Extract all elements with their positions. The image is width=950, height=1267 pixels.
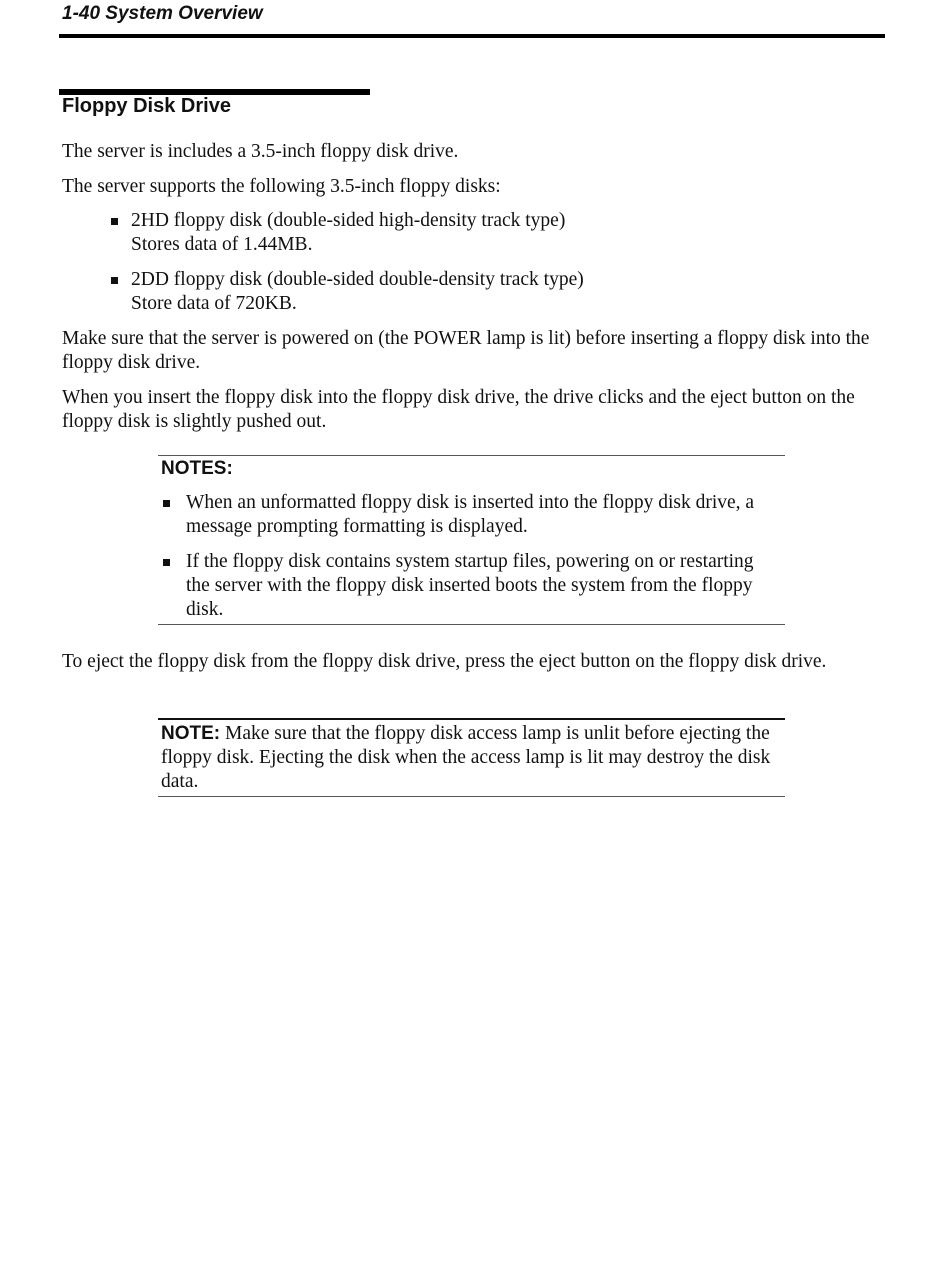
bullet-icon xyxy=(111,277,118,284)
bullet-icon xyxy=(163,559,170,566)
page-header-title: 1-40 System Overview xyxy=(62,3,263,24)
bullet-icon xyxy=(163,500,170,507)
notes-box xyxy=(158,455,785,625)
paragraph-power-on: Make sure that the server is powered on (the POWER lamp is lit) before inserting a floppy disk into the floppy disk drive. xyxy=(62,328,870,373)
note-text-block xyxy=(161,722,781,794)
notes-heading: NOTES: xyxy=(161,458,233,479)
notes-bottom-rule xyxy=(158,624,785,625)
notes-top-rule xyxy=(158,455,785,456)
paragraph-intro: The server is includes a 3.5-inch floppy disk drive. xyxy=(62,141,459,162)
list-item-detail: Store data of 720KB. xyxy=(131,293,297,314)
paragraph-eject: To eject the floppy disk from the floppy disk drive, press the eject button on the floppy disk drive. xyxy=(62,651,827,672)
paragraph-supported-disks: The server supports the following 3.5-inch floppy disks: xyxy=(62,176,501,197)
list-item-2dd xyxy=(131,268,831,316)
note-bottom-rule xyxy=(158,796,785,797)
note-item-text: When an unformatted floppy disk is inserted into the floppy disk drive, a message prompting formatting is displayed. xyxy=(186,492,755,537)
list-item-detail: Stores data of 1.44MB. xyxy=(131,234,313,255)
list-item-title: 2HD floppy disk (double-sided high-density track type) xyxy=(131,210,566,231)
bullet-icon xyxy=(111,218,118,225)
note-text: Make sure that the floppy disk access lamp is unlit before ejecting the floppy disk. Ejecting the disk when the access lamp is lit may destroy the disk data. xyxy=(161,723,771,792)
note-item-text: If the floppy disk contains system startup files, powering on or restarting the server with the floppy disk inserted boots the system from the floppy disk. xyxy=(186,551,754,620)
note-label: NOTE: xyxy=(161,723,221,744)
note-item-startup xyxy=(186,550,776,622)
note-item-unformatted xyxy=(186,491,776,539)
note-box xyxy=(158,718,785,798)
section-title: Floppy Disk Drive xyxy=(62,95,231,117)
list-item-title: 2DD floppy disk (double-sided double-density track type) xyxy=(131,269,584,290)
list-item-2hd xyxy=(131,209,831,257)
paragraph-insert: When you insert the floppy disk into the floppy disk drive, the drive clicks and the eject button on the floppy disk is slightly pushed out. xyxy=(62,387,855,432)
header-rule xyxy=(59,34,885,38)
note-top-rule xyxy=(158,718,785,720)
